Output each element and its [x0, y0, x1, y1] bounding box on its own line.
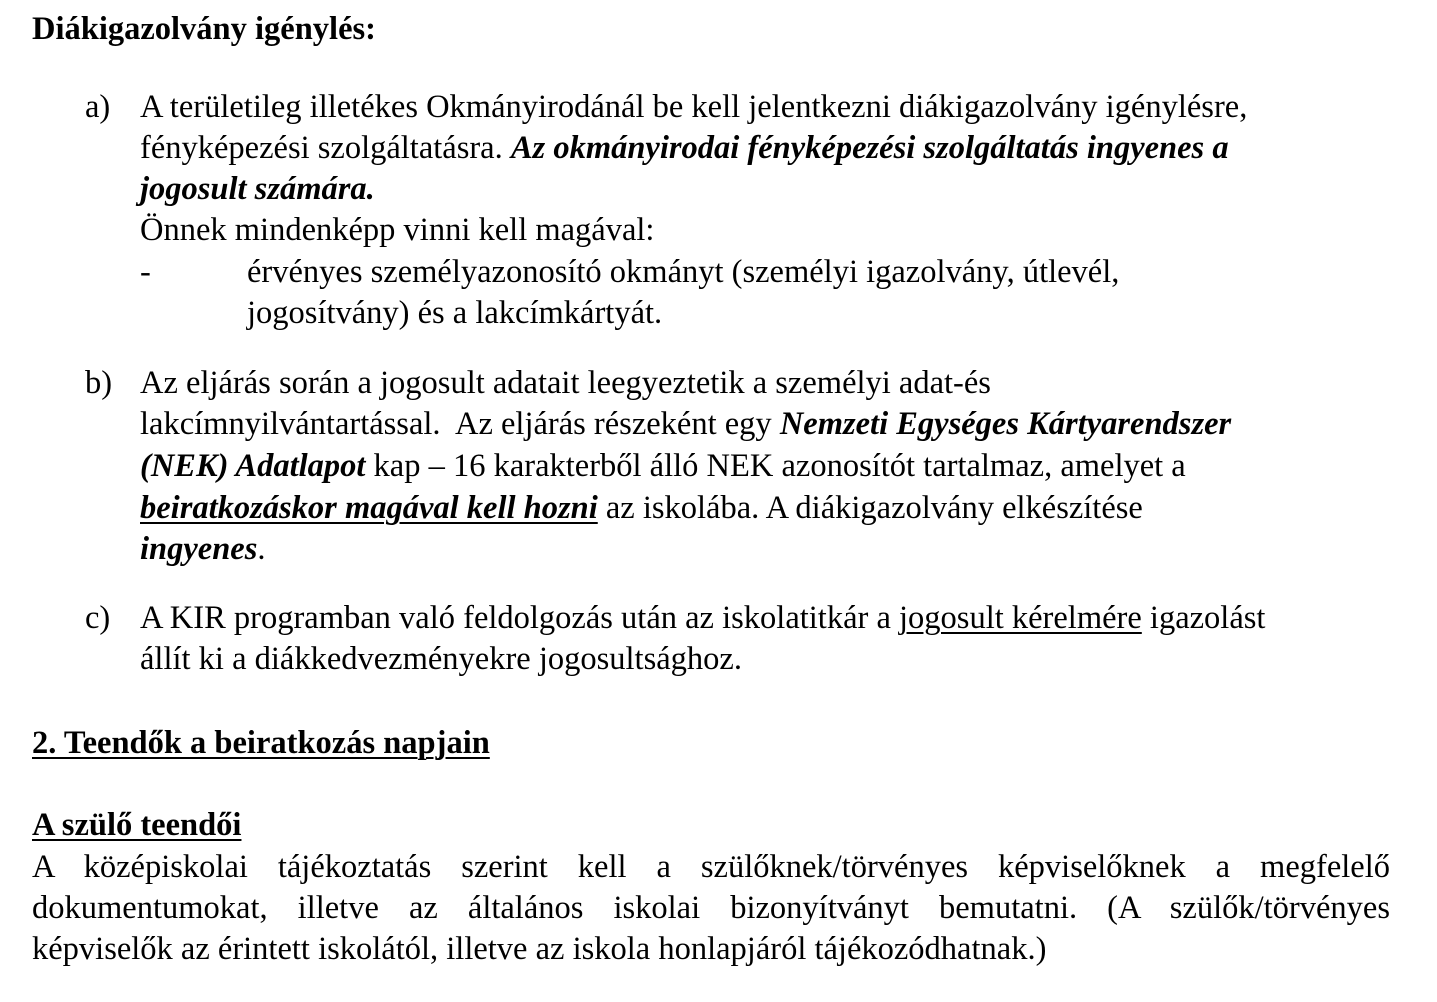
text-line: [140, 363, 991, 404]
text-run: A területileg illetékes Okmányirodánál be kell jelentkezni diákigazolvány igénylésre,: [140, 89, 1248, 125]
emphasized-text: Az okmányirodai fényképezési szolgáltatás ingyenes a: [510, 130, 1229, 166]
list-marker: a): [85, 89, 111, 125]
text-run: jogosítvány) és a lakcímkártyát.: [247, 295, 663, 331]
text-line: [140, 446, 1186, 487]
text-run: Az eljárás során a jogosult adatait leegyeztetik a személyi adat-és: [140, 365, 991, 401]
text-run: igazolást: [1141, 600, 1266, 636]
list-marker: b): [85, 365, 113, 401]
text-line: [32, 929, 1046, 970]
text-run: kap – 16 karakterből álló NEK azonosítót tartalmaz, amelyet a: [365, 448, 1186, 484]
text-line: [140, 128, 1229, 169]
emphasized-text: jogosult számára.: [140, 171, 375, 207]
emphasized-text: (NEK) Adatlapot: [140, 448, 366, 484]
emphasized-text: ingyenes: [140, 531, 258, 567]
text-line: [140, 210, 654, 251]
text-run: képviselők az érintett iskolától, illetve az iskola honlapjáról tájékozódhatnak.): [32, 931, 1047, 967]
text-run: A KIR programban való feldolgozás után az iskolatitkár a: [140, 600, 900, 636]
text-line: [32, 723, 490, 764]
emphasized-text: Nemzeti Egységes Kártyarendszer: [779, 406, 1232, 442]
text-line: [140, 639, 742, 680]
text-line: [140, 87, 1247, 128]
text-line: [247, 293, 662, 334]
text-line: [140, 404, 1231, 445]
text-run: az iskolába. A diákigazolvány elkészítése: [597, 490, 1143, 526]
text-line: [32, 805, 241, 846]
text-line: [247, 252, 1119, 293]
text-run: Önnek mindenképp vinni kell magával:: [140, 212, 655, 248]
text-run: .: [257, 531, 266, 567]
emphasized-text: 2. Teendők a beiratkozás napjain: [32, 725, 490, 761]
text-run: állít ki a diákkedvezményekre jogosultsághoz.: [140, 641, 742, 677]
emphasized-text: jogosult kérelmére: [899, 600, 1142, 636]
list-marker: c): [85, 600, 111, 636]
emphasized-text: Diákigazolvány igénylés:: [32, 11, 376, 47]
text-line: [32, 888, 1390, 929]
text-run: lakcímnyilvántartással. Az eljárás részeként egy: [140, 406, 780, 442]
text-run: fényképezési szolgáltatásra.: [140, 130, 511, 166]
text-run: érvényes személyazonosító okmányt (személyi igazolvány, útlevél,: [247, 254, 1120, 290]
text-line: [140, 488, 1143, 529]
text-line: [32, 847, 1390, 888]
bullet-dash: -: [140, 254, 151, 290]
text-run: dokumentumokat, illetve az általános iskolai bizonyítványt bemutatni. (A szülők/törvényes: [32, 890, 1390, 926]
text-line: [140, 598, 1265, 639]
emphasized-text: beiratkozáskor magával kell hozni: [140, 490, 598, 526]
text-run: A középiskolai tájékoztatás szerint kell a szülőknek/törvényes képviselőknek a megfelelő: [32, 849, 1390, 885]
text-line: [140, 169, 375, 210]
emphasized-text: A szülő teendői: [32, 807, 242, 843]
text-line: [32, 9, 376, 50]
text-line: [140, 529, 265, 570]
